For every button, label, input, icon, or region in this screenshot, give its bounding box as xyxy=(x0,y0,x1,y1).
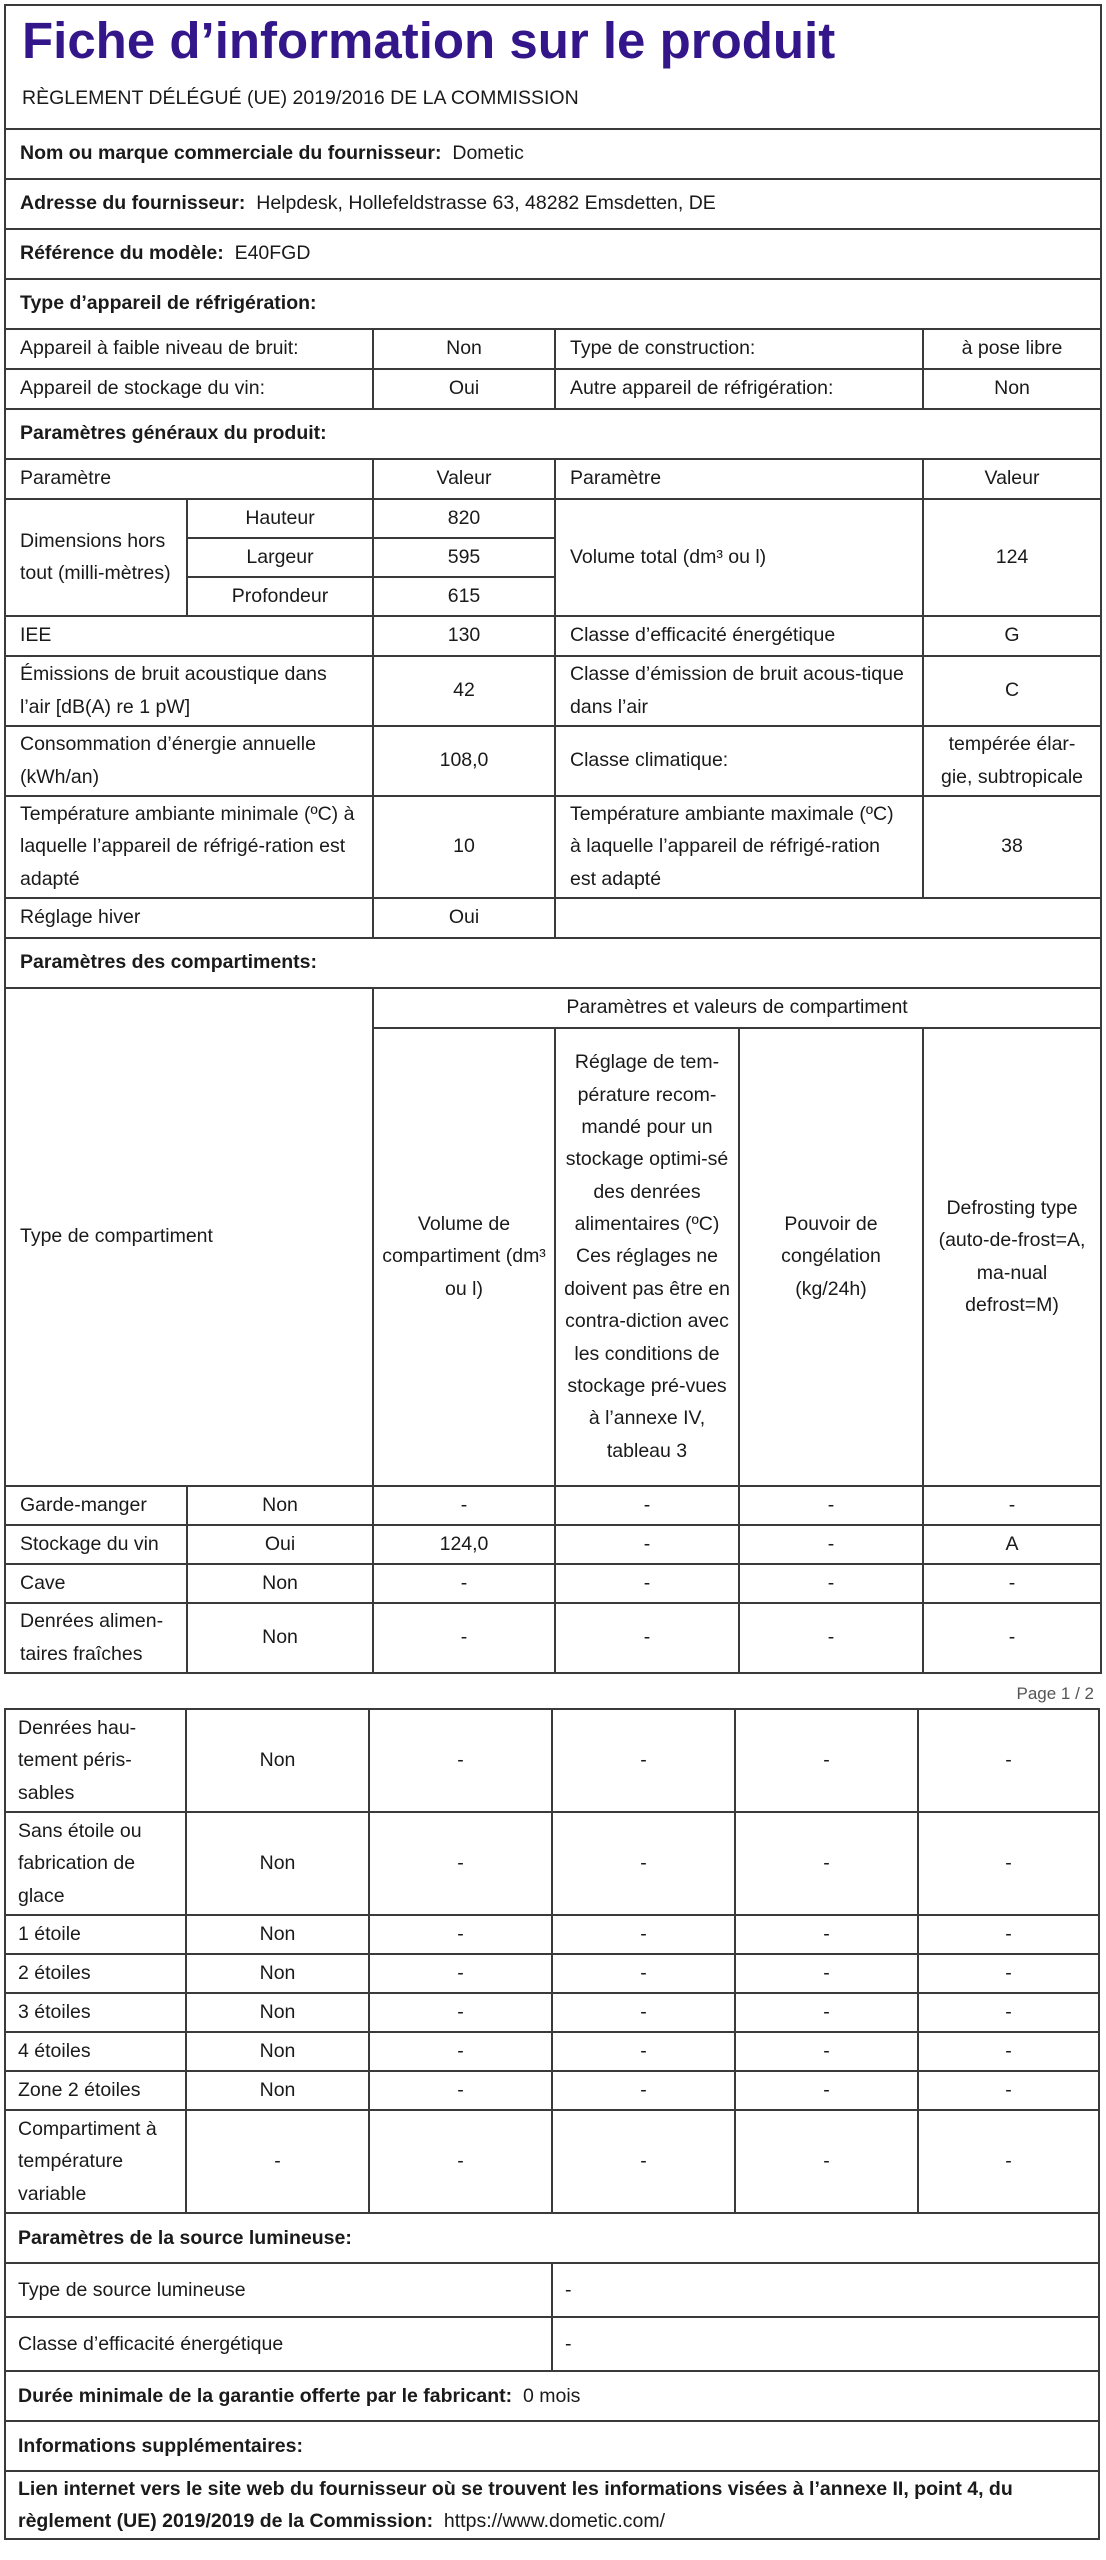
compartment-name: Cave xyxy=(5,1564,187,1603)
freezing-header: Pouvoir de congélation (kg/24h) xyxy=(739,1028,923,1486)
light-type-value: - xyxy=(552,2263,1099,2317)
supplier-name-label: Nom ou marque commerciale du fournisseur: xyxy=(20,142,442,165)
depth-value: 615 xyxy=(373,577,555,616)
compartment-name: Sans étoile ou fabrication de glace xyxy=(5,1812,186,1915)
product-info-table xyxy=(4,4,1102,1674)
height-value: 820 xyxy=(373,499,555,538)
compartment-name: Garde-manger xyxy=(5,1486,187,1525)
compartment-temp: - xyxy=(555,1486,739,1525)
compartment-freezing: - xyxy=(735,1954,918,1993)
other-appliance-label: Autre appareil de réfrigération: xyxy=(555,369,923,409)
compartment-volume: - xyxy=(373,1564,555,1603)
compartment-present: Non xyxy=(187,1486,373,1525)
compartment-freezing: - xyxy=(735,1812,918,1915)
energy-class-label: Classe d’efficacité énergétique xyxy=(555,616,923,656)
warranty-label: Durée minimale de la garantie offerte par le fabricant: xyxy=(18,2384,513,2407)
wine-storage-label: Appareil de stockage du vin: xyxy=(5,369,373,409)
compartment-present: Non xyxy=(187,1564,373,1603)
compartment-table-continued xyxy=(4,1708,1100,2540)
climate-value: tempérée élar-gie, subtropicale xyxy=(923,726,1101,796)
compartment-temp: - xyxy=(555,1603,739,1673)
compartment-temp: - xyxy=(552,2071,735,2110)
compartment-type-header: Type de compartiment xyxy=(5,988,373,1486)
construction-label: Type de construction: xyxy=(555,329,923,369)
param-header: Paramètre xyxy=(5,459,373,499)
compartment-volume: - xyxy=(369,2071,552,2110)
compartment-defrost: - xyxy=(923,1564,1101,1603)
max-temp-label: Température ambiante maximale (ºC) à laquelle l’appareil de réfrigé-ration est adapté xyxy=(555,796,923,898)
wine-storage-value: Oui xyxy=(373,369,555,409)
compartment-row xyxy=(5,1603,1101,1673)
compartment-freezing: - xyxy=(739,1525,923,1564)
compartment-volume: - xyxy=(373,1603,555,1673)
compartment-name: Zone 2 étoiles xyxy=(5,2071,186,2110)
compartment-row xyxy=(5,1486,1101,1525)
eei-label: IEE xyxy=(5,616,373,656)
additional-info-heading: Informations supplémentaires: xyxy=(5,2421,1099,2471)
width-value: 595 xyxy=(373,538,555,577)
compartment-row xyxy=(5,2071,1099,2110)
max-temp-value: 38 xyxy=(923,796,1101,898)
compartment-present: Non xyxy=(186,1915,369,1954)
construction-value: à pose libre xyxy=(923,329,1101,369)
total-volume-value: 124 xyxy=(923,499,1101,616)
compartment-defrost: - xyxy=(918,1812,1099,1915)
compartment-freezing: - xyxy=(735,1709,918,1812)
compartment-defrost: - xyxy=(923,1603,1101,1673)
compartment-freezing: - xyxy=(735,2071,918,2110)
supplier-link-label: Lien internet vers le site web du fournisseur où se trouvent les informations visées à l’annexe II, point 4, du règlement (UE) 2019/2019 de la Commission: xyxy=(18,2477,1013,2532)
low-noise-value: Non xyxy=(373,329,555,369)
min-temp-label: Température ambiante minimale (ºC) à laquelle l’appareil de réfrigé-ration est adapté xyxy=(5,796,373,898)
product-sheet-page-1 xyxy=(4,4,1100,1714)
page-title: Fiche d’information sur le produit xyxy=(5,5,1101,71)
compartment-freezing: - xyxy=(735,2032,918,2071)
empty-cell xyxy=(555,898,1101,938)
compartment-temp: - xyxy=(552,1954,735,1993)
compartment-volume: - xyxy=(369,1915,552,1954)
compartment-name: Compartiment à température variable xyxy=(5,2110,186,2213)
winter-value: Oui xyxy=(373,898,555,938)
noise-class-label: Classe d’émission de bruit acous-tique dans l’air xyxy=(555,656,923,726)
compartment-rows-page-1 xyxy=(5,1486,1101,1673)
supplier-address-label: Adresse du fournisseur: xyxy=(20,192,246,215)
compartment-present: - xyxy=(186,2110,369,2213)
compartment-freezing: - xyxy=(735,2110,918,2213)
compartment-present: Non xyxy=(186,1812,369,1915)
temp-header: Réglage de tem-pérature recom-mandé pour un stockage optimi-sé des denrées alimentaires (ºC) Ces réglages ne doivent pas être en contra-diction avec les conditions de stockage pré-vues à l’annexe IV, tableau 3 xyxy=(555,1028,739,1486)
product-sheet-page-2 xyxy=(4,1708,1098,2540)
compartment-rows-page-2 xyxy=(5,1709,1099,2213)
supplier-name: Dometic xyxy=(452,142,524,165)
compartment-present: Non xyxy=(186,1993,369,2032)
compartment-temp: - xyxy=(552,1709,735,1812)
compartment-temp: - xyxy=(552,2110,735,2213)
depth-label: Profondeur xyxy=(187,577,373,616)
compartment-present: Non xyxy=(186,2071,369,2110)
light-class-label: Classe d’efficacité énergétique xyxy=(5,2317,552,2371)
compartment-name: 1 étoile xyxy=(5,1915,186,1954)
winter-label: Réglage hiver xyxy=(5,898,373,938)
value-header-2: Valeur xyxy=(923,459,1101,499)
height-label: Hauteur xyxy=(187,499,373,538)
appliance-type-heading: Type d’appareil de réfrigération: xyxy=(5,279,1101,329)
compartment-temp: - xyxy=(552,1812,735,1915)
compartment-volume: - xyxy=(369,1709,552,1812)
compartment-freezing: - xyxy=(739,1603,923,1673)
volume-header: Volume de compartiment (dm³ ou l) xyxy=(373,1028,555,1486)
total-volume-label: Volume total (dm³ ou l) xyxy=(555,499,923,616)
compartment-row xyxy=(5,2032,1099,2071)
compartment-temp: - xyxy=(555,1564,739,1603)
compartment-row xyxy=(5,1564,1101,1603)
warranty-value: 0 mois xyxy=(523,2384,581,2407)
compartment-volume: - xyxy=(369,2110,552,2213)
compartment-name: Denrées hau-tement péris-sables xyxy=(5,1709,186,1812)
compartment-volume: - xyxy=(369,1954,552,1993)
compartment-temp: - xyxy=(552,1915,735,1954)
noise-label: Émissions de bruit acoustique dans l’air [dB(A) re 1 pW] xyxy=(5,656,373,726)
param-header-2: Paramètre xyxy=(555,459,923,499)
model-value: E40FGD xyxy=(234,242,311,265)
compartment-freezing: - xyxy=(739,1486,923,1525)
page-number: Page 1 / 2 xyxy=(1016,1683,1094,1703)
defrost-header: Defrosting type (auto-de-frost=A, ma-nual defrost=M) xyxy=(923,1028,1101,1486)
warranty-row xyxy=(5,2371,1099,2421)
supplier-address-row xyxy=(5,179,1101,229)
regulation-subtitle: RÈGLEMENT DÉLÉGUÉ (UE) 2019/2016 DE LA COMMISSION xyxy=(5,71,1101,129)
noise-class-value: C xyxy=(923,656,1101,726)
compartment-temp: - xyxy=(555,1525,739,1564)
compartment-volume: - xyxy=(369,1812,552,1915)
model-row xyxy=(5,229,1101,279)
compartment-defrost: - xyxy=(918,1915,1099,1954)
compartment-volume: - xyxy=(369,2032,552,2071)
general-params-heading: Paramètres généraux du produit: xyxy=(5,409,1101,459)
compartment-temp: - xyxy=(552,1993,735,2032)
noise-value: 42 xyxy=(373,656,555,726)
compartments-heading: Paramètres des compartiments: xyxy=(5,938,1101,988)
compartment-freezing: - xyxy=(735,1993,918,2032)
compartment-name: Denrées alimen-taires fraîches xyxy=(5,1603,187,1673)
min-temp-value: 10 xyxy=(373,796,555,898)
compartment-temp: - xyxy=(552,2032,735,2071)
compartment-name: Stockage du vin xyxy=(5,1525,187,1564)
eei-value: 130 xyxy=(373,616,555,656)
light-source-heading: Paramètres de la source lumineuse: xyxy=(5,2213,1099,2263)
compartment-defrost: - xyxy=(918,1954,1099,1993)
compartment-defrost: - xyxy=(918,1709,1099,1812)
other-appliance-value: Non xyxy=(923,369,1101,409)
energy-class-value: G xyxy=(923,616,1101,656)
compartment-defrost: - xyxy=(918,1993,1099,2032)
compartment-defrost: A xyxy=(923,1525,1101,1564)
compartment-freezing: - xyxy=(735,1915,918,1954)
supplier-name-row xyxy=(5,129,1101,179)
width-label: Largeur xyxy=(187,538,373,577)
supplier-address: Helpdesk, Hollefeldstrasse 63, 48282 Emsdetten, DE xyxy=(256,192,716,215)
consumption-label: Consommation d’énergie annuelle (kWh/an) xyxy=(5,726,373,796)
compartment-present: Non xyxy=(187,1603,373,1673)
compartment-freezing: - xyxy=(739,1564,923,1603)
compartment-volume: 124,0 xyxy=(373,1525,555,1564)
supplier-link[interactable]: https://www.dometic.com/ xyxy=(443,2510,665,2532)
compartment-volume: - xyxy=(369,1993,552,2032)
compartment-row xyxy=(5,2110,1099,2213)
compartment-group-header: Paramètres et valeurs de compartiment xyxy=(373,988,1101,1028)
light-class-value: - xyxy=(552,2317,1099,2371)
compartment-present: Non xyxy=(186,1954,369,1993)
consumption-value: 108,0 xyxy=(373,726,555,796)
compartment-row xyxy=(5,1709,1099,1812)
dimensions-label: Dimensions hors tout (milli-mètres) xyxy=(5,499,187,616)
compartment-row xyxy=(5,1915,1099,1954)
compartment-defrost: - xyxy=(918,2032,1099,2071)
compartment-defrost: - xyxy=(923,1486,1101,1525)
light-type-label: Type de source lumineuse xyxy=(5,2263,552,2317)
compartment-present: Non xyxy=(186,2032,369,2071)
compartment-defrost: - xyxy=(918,2110,1099,2213)
low-noise-label: Appareil à faible niveau de bruit: xyxy=(5,329,373,369)
compartment-present: Oui xyxy=(187,1525,373,1564)
compartment-row xyxy=(5,1954,1099,1993)
value-header: Valeur xyxy=(373,459,555,499)
supplier-link-row xyxy=(5,2471,1099,2539)
compartment-row xyxy=(5,1812,1099,1915)
compartment-defrost: - xyxy=(918,2071,1099,2110)
compartment-present: Non xyxy=(186,1709,369,1812)
compartment-row xyxy=(5,1525,1101,1564)
compartment-name: 4 étoiles xyxy=(5,2032,186,2071)
model-label: Référence du modèle: xyxy=(20,242,224,265)
climate-label: Classe climatique: xyxy=(555,726,923,796)
compartment-name: 3 étoiles xyxy=(5,1993,186,2032)
compartment-volume: - xyxy=(373,1486,555,1525)
compartment-name: 2 étoiles xyxy=(5,1954,186,1993)
compartment-row xyxy=(5,1993,1099,2032)
